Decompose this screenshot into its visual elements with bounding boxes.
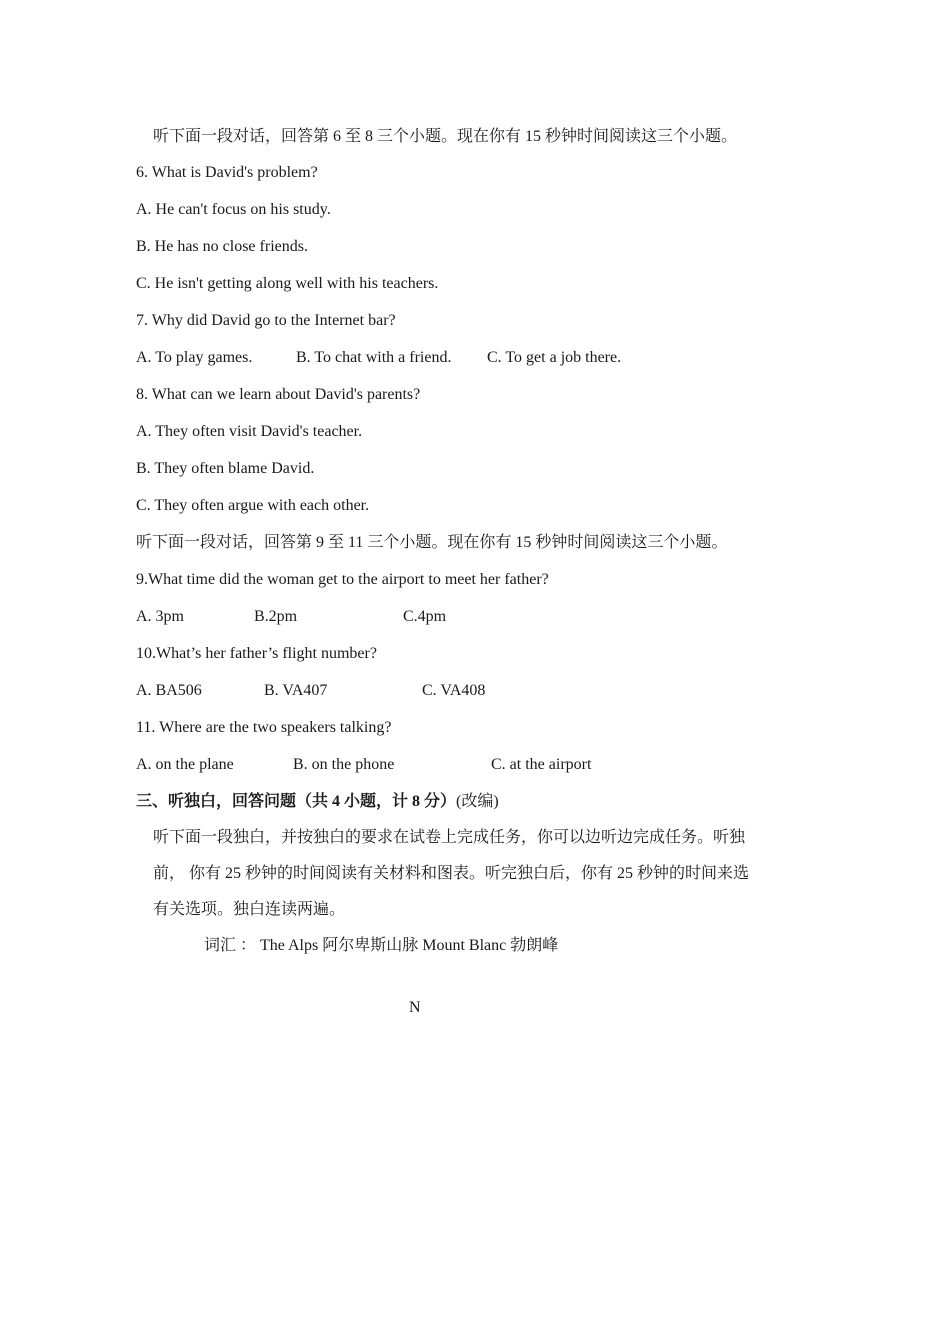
- option-7a: A. To play games.: [136, 349, 253, 366]
- option-6b: B. He has no close friends.: [136, 238, 308, 255]
- section-3-heading-note: (改编): [456, 793, 499, 810]
- option-11c: C. at the airport: [491, 756, 592, 773]
- section-3-heading-title: 三、听独白，回答问题（共 4 小题，计 8 分）: [136, 793, 457, 810]
- option-8b: B. They often blame David.: [136, 460, 315, 477]
- section-3-heading: [136, 792, 499, 812]
- option-8c: C. They often argue with each other.: [136, 497, 370, 514]
- question-11: 11. Where are the two speakers talking?: [136, 719, 392, 736]
- instruction-6-8: 听下面一段对话，回答第 6 至 8 三个小题。现在你有 15 秒钟时间阅读这三个小题。: [153, 128, 738, 145]
- instruction-9-11: 听下面一段对话，回答第 9 至 11 三个小题。现在你有 15 秒钟时间阅读这三个小题。: [136, 534, 728, 551]
- option-11b: B. on the phone: [293, 756, 395, 773]
- option-9b: B.2pm: [254, 608, 298, 625]
- section-3-instruction-1: 听下面一段独白，并按独白的要求在试卷上完成任务，你可以边听边完成任务。听独: [153, 829, 746, 846]
- vocabulary-line: 词汇 ： The Alps 阿尔卑斯山脉 Mount Blanc 勃朗峰: [204, 937, 559, 954]
- question-8: 8. What can we learn about David's parents?: [136, 386, 421, 403]
- option-10a: A. BA506: [136, 682, 202, 699]
- option-9c: C.4pm: [403, 608, 447, 625]
- option-8a: A. They often visit David's teacher.: [136, 423, 363, 440]
- option-7b: B. To chat with a friend.: [296, 349, 452, 366]
- question-9: 9.What time did the woman get to the airport to meet her father?: [136, 571, 549, 588]
- question-10: 10.What’s her father’s flight number?: [136, 645, 377, 662]
- option-9a: A. 3pm: [136, 608, 184, 625]
- question-6: 6. What is David's problem?: [136, 164, 318, 181]
- option-10c: C. VA408: [422, 682, 486, 699]
- map-north-label: N: [409, 999, 421, 1016]
- question-7: 7. Why did David go to the Internet bar?: [136, 312, 396, 329]
- section-3-instruction-3: 有关选项。独白连读两遍。: [153, 901, 346, 918]
- option-7c: C. To get a job there.: [487, 349, 622, 366]
- option-10b: B. VA407: [264, 682, 328, 699]
- option-11a: A. on the plane: [136, 756, 234, 773]
- option-6c: C. He isn't getting along well with his teachers.: [136, 275, 439, 292]
- option-6a: A. He can't focus on his study.: [136, 201, 331, 218]
- section-3-instruction-2: 前， 你有 25 秒钟的时间阅读有关材料和图表。听完独白后，你有 25 秒钟的时间来选: [153, 865, 750, 882]
